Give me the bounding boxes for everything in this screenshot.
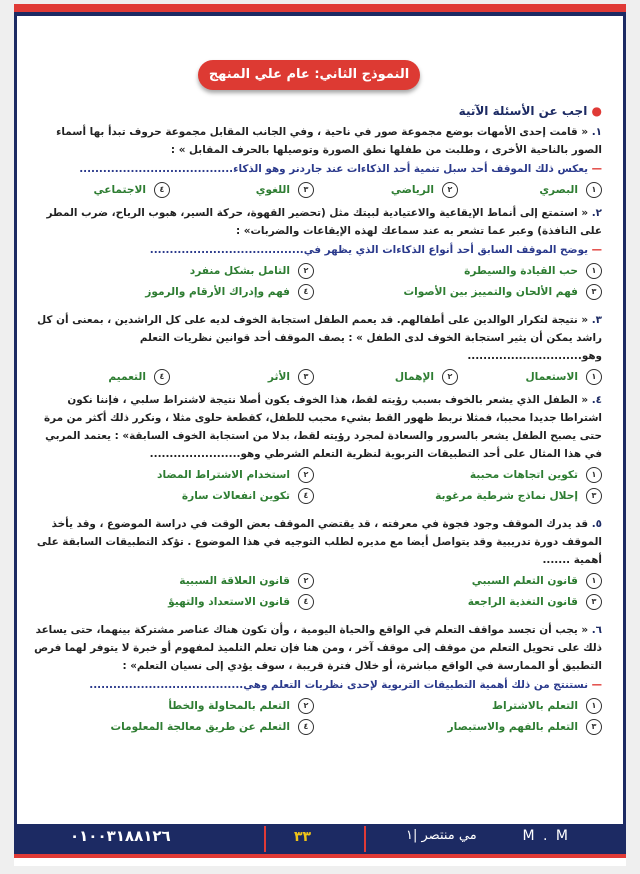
option-marker-icon: ٢ — [298, 698, 314, 714]
options-group — [26, 698, 602, 740]
option-marker-icon: ٤ — [298, 284, 314, 300]
right-border — [623, 16, 626, 828]
left-border — [14, 16, 17, 828]
option-label: قانون التغذية الراجعة — [467, 596, 578, 608]
answer-option[interactable] — [314, 698, 602, 714]
option-label: التعلم بالمحاولة والخطأ — [168, 700, 290, 712]
question-body: « يجب أن تجسد مواقف التعلم في الواقع والحياة اليومية ، وأن تكون هناك عناصر مشتركة بينهما، حتى يساعد ذلك على تحويل التعلم من موقف إلى موقف آخر ، ومن هنا فإن تعلم التلميذ لمفهوم أو خبرة لا يتوفر لهما فرص التطبيق أو الممارسة في الواقع مباشرة، أو خلال فترة قريبة ، سوف يؤدي إلى نسيان التعلم» : — [34, 624, 602, 672]
answer-option[interactable] — [314, 719, 602, 735]
option-label: استخدام الاشتراط المضاد — [157, 469, 290, 481]
option-marker-icon: ١ — [586, 182, 602, 198]
dash-icon: — — [591, 244, 602, 256]
option-label: حب القيادة والسيطرة — [464, 265, 578, 277]
option-label: تكوين انفعالات سارة — [181, 490, 290, 502]
dash-icon: — — [591, 163, 602, 175]
footer-divider — [364, 826, 366, 852]
footer-phone: ٠١٠٠٣١٨٨١٢٦ — [70, 827, 171, 845]
answer-option[interactable] — [26, 182, 170, 198]
answer-option[interactable] — [26, 263, 314, 279]
option-marker-icon: ١ — [586, 369, 602, 385]
question-text — [26, 123, 602, 159]
option-label: الإهمال — [394, 371, 434, 383]
question-text — [26, 311, 602, 365]
option-label: التعلم عن طريق معالجة المعلومات — [110, 721, 290, 733]
question-body: « استمتع إلى أنماط الإيقاعية والاعتيادية لبيتك مثل (تحضير القهوة، حركة السير، هبوب الرياح، ضرب المطر على النافذة) وعبر عما تشعر به عند سماعك لهذه الإيقاعات والضربات» : — [46, 207, 602, 237]
instruction-text: اجب عن الأسئلة الآتية — [458, 104, 588, 118]
bullet-icon: ● — [591, 104, 602, 118]
question-text — [26, 391, 602, 463]
question-block — [26, 391, 602, 509]
prompt-text: نستنتج من ذلك أهمية التطبيقات التربوية لإحدى نظريات التعلم وهي....................................... — [89, 679, 588, 691]
option-marker-icon: ٢ — [442, 369, 458, 385]
prompt-text: يوضح الموقف السابق أحد أنواع الذكاءات الذي يظهر في....................................... — [149, 244, 588, 256]
option-label: تكوين اتجاهات محببة — [469, 469, 578, 481]
option-marker-icon: ٤ — [298, 488, 314, 504]
prompt-text: يعكس ذلك الموقف أحد سبل تنمية أحد الذكاءات عند جاردنر وهو الذكاء....................................... — [79, 163, 588, 175]
answer-option[interactable] — [26, 698, 314, 714]
option-marker-icon: ٣ — [298, 369, 314, 385]
answer-option[interactable] — [314, 369, 458, 385]
answer-option[interactable] — [170, 369, 314, 385]
option-marker-icon: ٣ — [586, 594, 602, 610]
option-label: الأثر — [267, 371, 290, 383]
answer-option[interactable] — [314, 182, 458, 198]
question-block — [26, 621, 602, 740]
answer-option[interactable] — [314, 263, 602, 279]
option-label: اللغوي — [255, 184, 290, 196]
question-body: « قامت إحدى الأمهات بوضع مجموعة صور في ناحية ، وفي الجانب المقابل مجموعة حروف تبدأ بها أسماء الصور بالناحية الأخرى ، وطلبت من طفلها نطق الصورة وتوصيلها بالحرف المقابل » : — [56, 126, 602, 156]
page-title: النموذج الثاني: عام علي المنهج — [198, 60, 420, 90]
question-number: ١. — [591, 126, 602, 138]
instruction-line — [26, 104, 602, 118]
question-text — [26, 621, 602, 675]
option-label: الاستعمال — [525, 371, 578, 383]
answer-option[interactable] — [26, 488, 314, 504]
question-text — [26, 204, 602, 240]
option-marker-icon: ٤ — [154, 369, 170, 385]
option-marker-icon: ١ — [586, 263, 602, 279]
top-navy-band — [14, 12, 626, 16]
option-marker-icon: ١ — [586, 467, 602, 483]
option-marker-icon: ٢ — [298, 467, 314, 483]
option-marker-icon: ١ — [586, 698, 602, 714]
questions-section — [26, 104, 602, 746]
option-marker-icon: ١ — [586, 573, 602, 589]
option-label: إحلال نماذج شرطية مرغوبة — [435, 490, 578, 502]
answer-option[interactable] — [26, 284, 314, 300]
question-number: ٢. — [591, 207, 602, 219]
options-group — [26, 182, 602, 198]
options-group — [26, 467, 602, 509]
option-label: التعلم بالاشتراط — [491, 700, 578, 712]
question-prompt — [26, 242, 602, 259]
option-label: الاجتماعي — [93, 184, 146, 196]
option-label: فهم الألحان والتمييز بين الأصوات — [403, 286, 578, 298]
page-number: ٣٣ — [294, 829, 312, 845]
answer-option[interactable] — [26, 369, 170, 385]
option-label: التعميم — [108, 371, 146, 383]
answer-option[interactable] — [314, 284, 602, 300]
top-red-band — [14, 4, 626, 12]
question-prompt — [26, 161, 602, 178]
question-body: « الطفل الذي يشعر بالخوف بسبب رؤيته لقط، هذا الخوف يكون أصلا نتيجة لاشتراط سلبي ، فإننا نكون اشتراطا جديدا محببا، فمثلا نربط ظهور القط بشيء محبب للطفل، كقطعة حلوى مثلا ، ونكرر ذلك أكثر من مرة حتى يصبح الطفل يشعر بالسرور والسعادة لمجرد رؤيته لقط، بدلا من استجابة الخوف السابقة» : يعتمد المربي في هذا المثال على أحد التطبيقات التربوية لنظرية التعلم الشرطي وهو....................... — [44, 394, 602, 460]
answer-option[interactable] — [26, 573, 314, 589]
answer-option[interactable] — [458, 182, 602, 198]
question-text — [26, 515, 602, 569]
option-label: قانون التعلم السببي — [471, 575, 578, 587]
question-block — [26, 123, 602, 198]
option-label: فهم وإدراك الأرقام والرموز — [145, 286, 290, 298]
question-prompt — [26, 677, 602, 694]
option-label: التامل بشكل منفرد — [189, 265, 290, 277]
option-marker-icon: ٤ — [298, 594, 314, 610]
answer-option[interactable] — [26, 467, 314, 483]
option-label: الرياضي — [390, 184, 434, 196]
answer-option[interactable] — [170, 182, 314, 198]
option-marker-icon: ٣ — [298, 182, 314, 198]
question-number: ٣. — [591, 314, 602, 326]
question-block — [26, 311, 602, 385]
option-label: قانون الاستعداد والتهيؤ — [168, 596, 290, 608]
options-group — [26, 263, 602, 305]
option-marker-icon: ٢ — [442, 182, 458, 198]
answer-option[interactable] — [314, 467, 602, 483]
question-body: قد يدرك الموقف وجود فجوة في معرفته ، قد يقتضي الموقف بعض الوقت في دراسة الموضوع ، وقد يأخذ الموقف دورة تدريبية وقد يتواصل أيضا مع مديره لطلب التوجيه في هذا الموضوع . تؤكد التطبيقات السابقة على أهمية ....... — [36, 518, 602, 566]
question-number: ٥. — [591, 518, 602, 530]
option-marker-icon: ٢ — [298, 263, 314, 279]
option-marker-icon: ٤ — [154, 182, 170, 198]
question-number: ٤. — [591, 394, 602, 406]
option-marker-icon: ٣ — [586, 284, 602, 300]
answer-option[interactable] — [26, 719, 314, 735]
option-marker-icon: ٢ — [298, 573, 314, 589]
question-body: « نتيجة لتكرار الوالدين على أطفالهم. قد يعمم الطفل استجابة الخوف لديه على كل الراشدين ، بمعنى أن كل راشد يمكن أن يثير استجابة الخوف لدى الطفل » : يصف الموقف أحد قوانين نظريات التعلم وهو............................. — [37, 314, 602, 362]
footer-bar — [14, 824, 626, 854]
dash-icon: — — [591, 679, 602, 691]
question-number: ٦. — [591, 624, 602, 636]
option-label: التعلم بالفهم والاستبصار — [447, 721, 578, 733]
footer-divider — [264, 826, 266, 852]
option-marker-icon: ٣ — [586, 719, 602, 735]
options-group — [26, 369, 602, 385]
question-block — [26, 515, 602, 615]
footer-red-band — [14, 854, 626, 858]
answer-option[interactable] — [314, 594, 602, 610]
option-label: قانون العلاقة السببية — [179, 575, 290, 587]
answer-option[interactable] — [458, 369, 602, 385]
option-label: البصري — [539, 184, 578, 196]
footer-initials: M . M — [522, 828, 570, 844]
footer-author: مي منتصر |١ — [406, 828, 477, 843]
answer-option[interactable] — [26, 594, 314, 610]
option-marker-icon: ٤ — [298, 719, 314, 735]
options-group — [26, 573, 602, 615]
question-block — [26, 204, 602, 305]
option-marker-icon: ٣ — [586, 488, 602, 504]
answer-option[interactable] — [314, 573, 602, 589]
answer-option[interactable] — [314, 488, 602, 504]
